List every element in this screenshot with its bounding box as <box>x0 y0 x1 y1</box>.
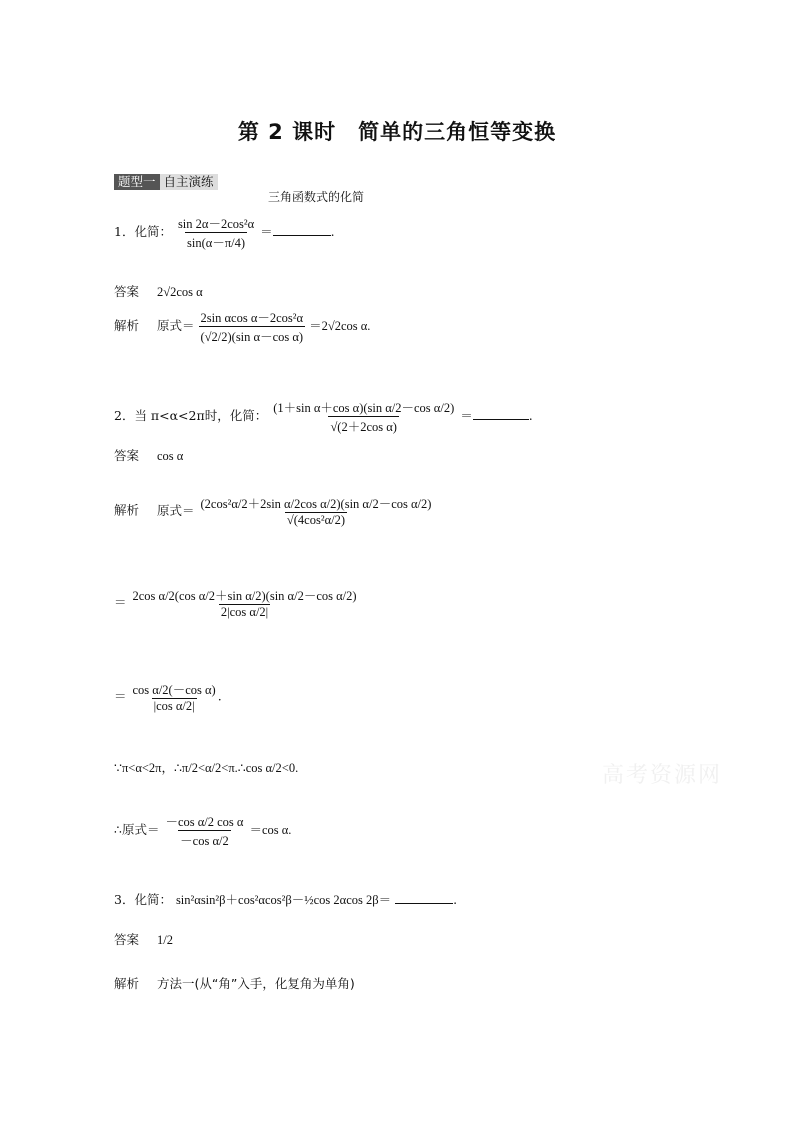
q1-numerator: sin 2α－2cos²α <box>177 217 255 231</box>
q1-analysis-fraction <box>199 308 306 345</box>
q2-step3-numerator: cos α/2(－cos α) <box>132 683 216 697</box>
q2-prefix: 2．当 π<α<2π时，化简： <box>114 408 268 423</box>
q1-answer <box>114 282 203 300</box>
q1-prefix: 1．化简： <box>114 224 172 239</box>
q1-blank <box>273 235 331 236</box>
q2-step3-fraction <box>131 680 218 714</box>
q2-conclusion-result: ＝cos α. <box>249 823 292 837</box>
q2-step1-denominator: √(4cos²α/2) <box>286 513 346 527</box>
q2-conclusion-prefix: ∴原式＝ <box>114 822 160 837</box>
page-title: 第 2 课时 简单的三角恒等变换 <box>237 120 557 144</box>
section-tag <box>114 174 218 190</box>
q3-prefix: 3．化简： <box>114 892 172 907</box>
analysis-label: 解析 <box>114 976 140 991</box>
q1-fraction <box>176 214 256 251</box>
original-label: 原式＝ <box>157 502 195 518</box>
q2-analysis-step1 <box>114 494 433 528</box>
section-subtitle: 三角函数式的化简 <box>268 190 365 204</box>
q2-numerator: (1＋sin α＋cos α)(sin α/2－cos α/2) <box>273 401 455 415</box>
q2-conclusion-numerator: －cos α/2 cos α <box>165 815 244 829</box>
q3-answer <box>114 930 173 948</box>
q1-analysis <box>114 308 370 345</box>
q3-analysis <box>114 974 355 992</box>
q2-step2-numerator: 2cos α/2(cos α/2＋sin α/2)(sin α/2－cos α/2) <box>132 589 357 603</box>
q3-answer-value: 1/2 <box>157 933 173 947</box>
q2-step1-numerator: (2cos²α/2＋2sin α/2cos α/2)(sin α/2－cos α/2) <box>200 497 432 511</box>
q2-denominator: √(2＋2cos α) <box>328 416 399 435</box>
analysis-label: 解析 <box>114 318 140 333</box>
answer-label: 答案 <box>114 448 140 463</box>
original-label: 原式＝ <box>157 318 195 333</box>
analysis-label: 解析 <box>114 502 140 518</box>
q2-conclusion <box>114 812 291 849</box>
q2-analysis-step3: ＝ $\frac{\text{cos α/2(－cos α)}}{\text{|cos α/2|}}$ . <box>114 680 222 714</box>
q3-analysis-text: 方法一(从“角”入手，化复角为单角) <box>157 976 355 991</box>
tag-type: 题型一 <box>114 174 160 190</box>
q2-step3-denominator: |cos α/2| <box>153 699 195 713</box>
tag-mode: 自主演练 <box>160 174 218 190</box>
q2-fraction <box>271 398 456 435</box>
q2-step2-denominator: 2|cos α/2| <box>220 605 269 619</box>
q1-answer-value: 2√2cos α <box>157 285 203 299</box>
q2-step1-fraction <box>199 494 434 528</box>
q1-analysis-result: ＝2√2cos α. <box>309 319 371 333</box>
q3-expression: sin²αsin²β＋cos²αcos²β－½cos 2αcos 2β＝ <box>175 893 392 907</box>
q1-denominator: sin(α－π/4) <box>185 232 247 251</box>
q2-analysis-step2: ＝ $\frac{\text{2cos α/2(cos α/2＋sin α/2)(sin α/2－cos α/2)}}{\text{2|cos α/2|}}$ <box>114 586 359 620</box>
q2-conclusion-fraction <box>163 812 245 849</box>
q2-answer <box>114 446 183 464</box>
q1-analysis-denominator: (√2/2)(sin α－cos α) <box>199 326 306 345</box>
question-3: 3．化简： sin²αsin²β＋cos²αcos²β－½cos 2αcos 2β＝ . <box>114 892 458 907</box>
q2-step2-fraction <box>131 586 359 620</box>
question-1: 1．化简： $\frac{\text{sin 2α－2cos²α}}{\sin(\alpha-\pi/4)}$ ＝ . <box>114 214 335 251</box>
q1-analysis-numerator: 2sin αcos α－2cos²α <box>200 311 304 325</box>
q2-because: ∵π<α<2π，∴π/2<α/2<π.∴cos α/2<0. <box>114 761 299 775</box>
q2-blank <box>473 419 529 420</box>
q2-conclusion-denominator: －cos α/2 <box>178 830 231 849</box>
answer-label: 答案 <box>114 932 140 947</box>
q2-answer-value: cos α <box>157 449 184 463</box>
watermark: 高考资源网 <box>602 763 723 788</box>
q3-blank <box>395 903 453 904</box>
question-2: 2．当 π<α<2π时，化简： $\frac{\text{(1＋sin α＋cos α)(sin α/2－cos α/2)}}{\text{√(2＋2cos α)}}$ ＝ . <box>114 398 533 435</box>
answer-label: 答案 <box>114 284 140 299</box>
